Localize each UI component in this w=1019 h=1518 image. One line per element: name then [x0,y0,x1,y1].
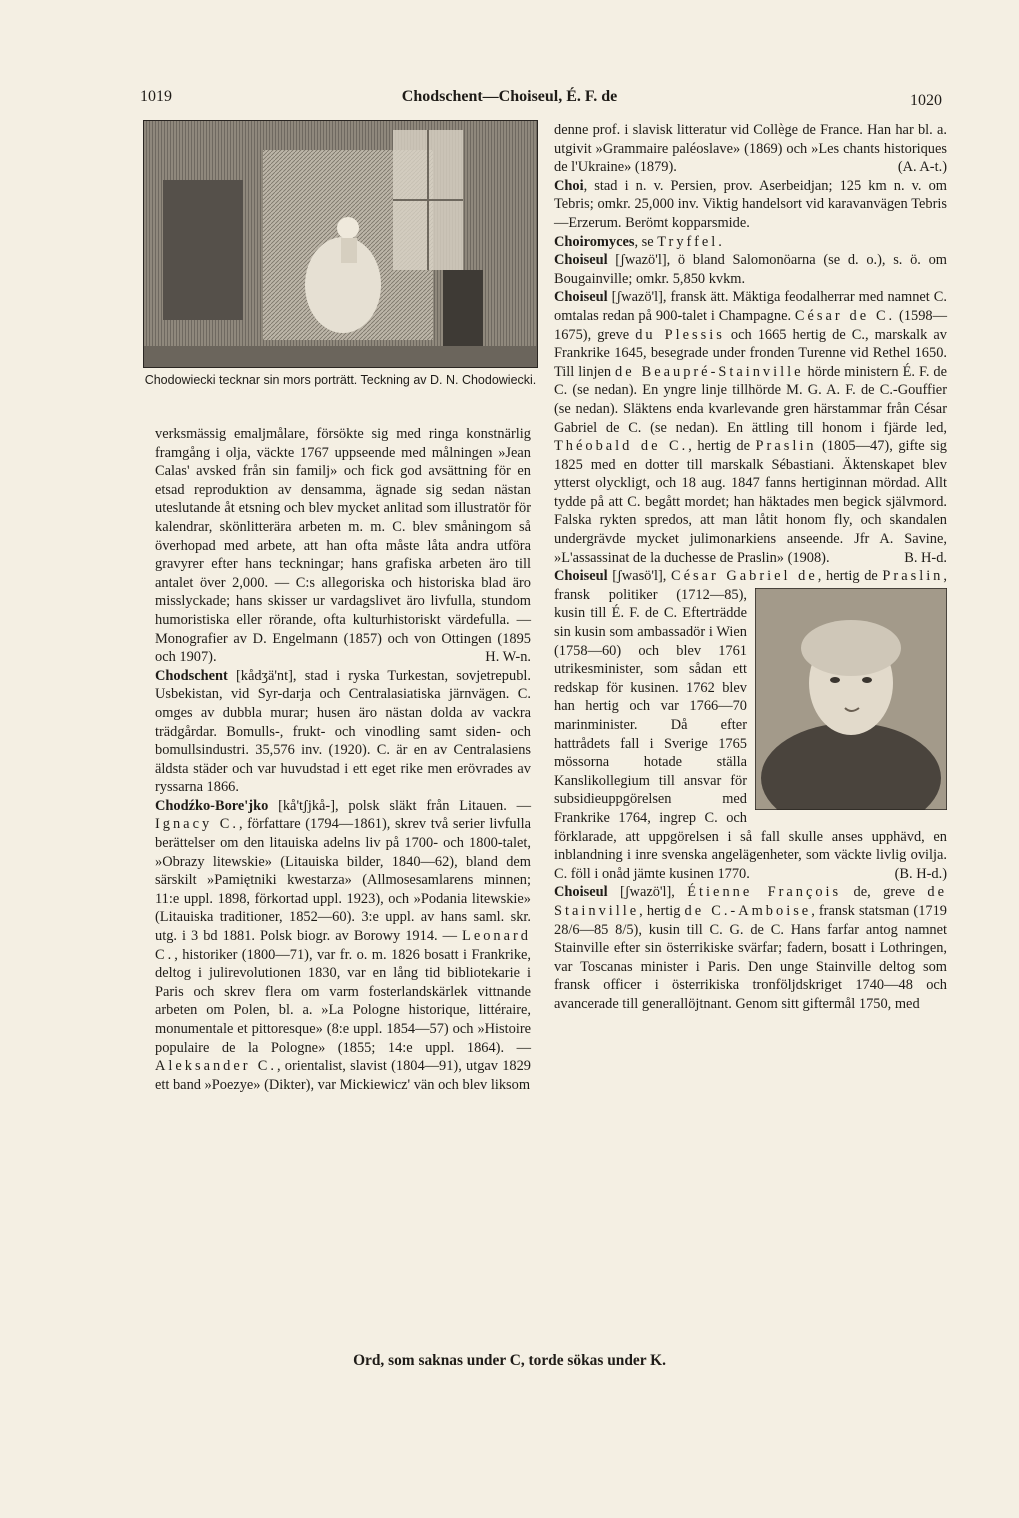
page-header [0,88,1019,112]
headword: Chodschent [155,667,228,684]
running-title: Chodschent—Choiseul, É. F. de [401,88,618,105]
chodowiecki-engraving [143,120,538,368]
choiseul-portrait [755,588,947,810]
left-column [155,425,531,1094]
headword: Choiromyces [554,233,635,250]
headword: Choiseul [554,884,608,901]
entry-choi: Choi, stad i n. v. Persien, prov. Aserbeidjan; 125 km n. v. om Tebris; omkr. 25,000 inv. Viktig handelsort vid karavanvägen Tebris—Erzerum. Berömt kopparsmide. [554,177,947,231]
author-signature: (B. H-d.) [894,865,947,882]
spaced-name: de Beaupré-Stainville [615,363,804,380]
headword: Choi [554,177,584,194]
author-signature: B. H-d. [904,549,947,566]
engraving-illustration [143,120,538,368]
right-page-number: 1020 [910,92,942,109]
entry-choiseul-etienne: Choiseul [ʃwazö'l], Étienne François de, greve de Stainville, hertig de C.-Amboise, fransk statsman (1719 28/6—85 8/5), kusin till C. G. de C. Hans farfar antog namnet Stainville efter sin österrikiske svärfar; fadern, bosatt i Lothringen, var Toscanas minister i Paris. Den unge Stainville deltog som fransk officer i österrikiska tronföljdskriget 1740—48 och avancerade till generallöjtnant. Genom sitt giftermål 1750, med [554,884,948,1012]
spaced-name: Aleksander C. [155,1058,277,1075]
entry-choiseul-island: Choiseul [ʃwazö'l], ö bland Salomonöarna (se d. o.), s. ö. om Bougainville; omkr. 5,850 kvkm. [554,252,947,287]
chodzko-continuation: denne prof. i slavisk litteratur vid Collège de France. Han har bl. a. utgivit »Grammaire paléoslave» (1869) och »Les chants historiques de l'Ukraine» (1879). (A. A-t.) [554,122,947,176]
entry-choiseul-praslin: Choiseul [ʃwasö'l], César Gabriel de, hertig de Praslin , fransk politiker (1712—85), kusin till É. F. de C. Efterträdde sin kusin som ambassadör i Wien (1758—60) och blev 1761 utrikesminister, som sådan ett redskap för kusinen. 1762 blev han hertig och var 1766—70 marinminister. Då efter hattrådets fall i Sverige 1765 mössorna hotade ställa Kanslikollegium till ansvar för subsidieuppgörelsen med Frankrike 1764, ingrep C. och förklarade, att uppgörelsen i så fall skulle anses upphävd, en inblandning i inre svenska angelägenheter, som väckte livlig ovilja. C. föll i onåd jämte kusinen 1770. (B. H-d.) [554,568,947,882]
cross-reference: Tryffel. [657,233,725,250]
spaced-name: César Gabriel de [671,568,818,585]
author-signature: H. W-n. [485,649,531,666]
spaced-name: Théobald de C. [554,438,689,455]
spaced-name: César de C. [794,307,896,324]
figure-caption: Chodowiecki tecknar sin mors porträtt. Teckning av D. N. Chodowiecki. [144,373,537,387]
spaced-name: Ignacy C. [155,816,239,833]
headword: Choiseul [554,568,608,585]
author-signature: (A. A-t.) [897,159,947,176]
entry-chodzko: Chodźko-Bore'jko [kå'tʃjkå-], polsk släkt från Litauen. — Ignacy C., författare (1794—1861), skrev två serier livfulla berättelser om den litauiska adelns liv på 1700- och 1800-talet, »Obrazy litewskie» (Litauiska bilder, 1840—62), bland dem särskilt »Pamiętniki kwestarza» (Allmosesamlarens minnen; 11:e uppl. 1898, förkortad uppl. 1923), och »Podania litewskie» (Litauiska traditioner, 1852—60). 3:e uppl. av hans saml. skr. utg. i 3 bd 1881. Polsk biogr. av Borowy 1914. — Leonard C., historiker (1800—71), var fr. o. m. 1826 bosatt i Frankrike, deltog i julirevolutionen 1830, var en lång tid bibliotekarie i Paris och skrev flera om varm fosterlandskärlek vittnande arbeten om Polen, bl. a. »La Pologne historique, littéraire, monumentale et pittoresque» (8:e uppl. 1854—57) och »Histoire populaire de la Pologne» (1855; 14:e uppl. 1864). — Aleksander C., orientalist, slavist (1804—91), utgav 1829 ett band »Poezye» (Dikter), var Mickiewicz' vän och blev liksom [155,797,531,1093]
portrait-image [755,588,947,810]
entry-choiromyces: Choiromyces, se Tryffel. [554,233,725,250]
left-page-number: 1019 [140,88,172,105]
spaced-name: de C.-Amboise [684,902,812,919]
chodowiecki-continuation: verksmässig emaljmålare, försökte sig med ringa konstnärlig framgång i olja, väckte 1767 uppseende med målningen »Jean Calas' avsked från sin familj» och fick god avsättning för en etsad reproduktion av densamma, ägnade sig sedan nästan uteslutande åt etsning och blev mycket anlitad som illustratör för kalendrar, skönlitterära arbeten m. m. C. blev småningom så överhopad med arbete, att han ofta måste låta andra utföra gravyrer efter hans teckningar; hans grafiska arbeten äro till antalet över 2,000. — C:s allegoriska och historiska blad äro misslyckade; hans skisser ur vardagslivet äro livfulla, stundom humoristiska eller rörande, ofta kulturhistoriskt värdefulla. — Monografier av D. Engelmann (1857) och von Ottingen (1895 och 1907). H. W-n. [155,426,531,666]
right-column [554,121,947,1014]
spaced-name: Praslin [755,438,817,455]
entry-choiseul-family: Choiseul [ʃwazö'l], fransk ätt. Mäktiga feodalherrar med namnet C. omtalas redan på 900-talet i Champagne. César de C. (1598—1675), greve du Plessis och 1665 hertig de C., marskalk av Frankrike 1645, besegrade under fronden Turenne vid Rethel 1650. Till linjen de Beaupré-Stainville hörde ministern É. F. de C. (se nedan). En yngre linje tillhörde M. G. A. F. de C.-Gouffier (se nedan). Släktens enda kvarlevande gren härstammar från César Gabriel de C. (se nedan). En ättling till honom i fjärde led, Théobald de C., hertig de Praslin (1805—47), gifte sig 1825 med en dotter till marskalk Sébastiani. Äktenskapet blev ytterst olyckligt, och 18 aug. 1847 fanns hertiginnan mördad. Allt tydde på att C. begått mordet; han häktades men begick självmord. Falska rykten spredos, att man låtit honom fly, och skandalen undergrävde mycket julimonarkiens anseende. Jfr A. Savine, »L'assassinat de la duchesse de Praslin» (1908). B. H-d. [554,289,948,566]
page-footer-note: Ord, som saknas under C, torde sökas under K. [353,1352,666,1369]
spaced-name: Praslin [882,568,944,585]
spaced-name: Étienne François [687,884,842,901]
entry-chodschent: Chodschent [kådʒä'nt], stad i ryska Turkestan, sovjetrepubl. Usbekistan, vid Syr-darja och Centralasiatiska järnvägen. C. omges av dubbla murar; husen äro nästan dolda av vackra trädgårdar. Bomulls-, frukt- och vinodling samt siden- och bomullsindustri. 35,576 inv. (1920). C. är en av Centralasiens äldsta städer och var huvudstad i ett eget rike men erövrades av ryssarna 1866. [155,667,531,796]
headword: Choiseul [554,252,608,269]
spaced-name: du Plessis [635,326,725,343]
spaced-name: Leonard C. [155,928,531,963]
headword: Choiseul [554,289,608,306]
spaced-name: de Stainville [554,884,948,919]
headword: Chodźko-Bore'jko [155,797,269,814]
